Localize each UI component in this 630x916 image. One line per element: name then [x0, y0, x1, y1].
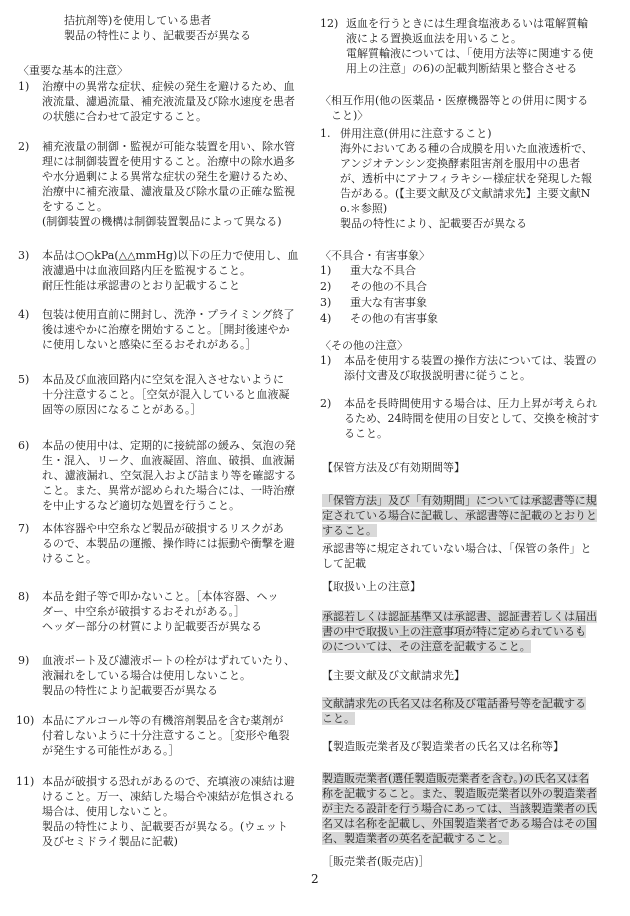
- text-line: [18, 94, 295, 109]
- text-line-content: 定されている場合に記載し、承認書等に記載のとおりと: [322, 509, 597, 522]
- list-item: [320, 279, 427, 294]
- text-line-content: その他の有害事象: [350, 312, 438, 325]
- text-line-content: 本品の使用中は、定期的に接続部の緩み、気泡の発: [42, 439, 296, 452]
- item-number: 1): [320, 264, 332, 277]
- text-line: [64, 28, 251, 43]
- text-line: [320, 411, 599, 426]
- paragraph: [64, 13, 251, 43]
- text-line-content: 名、製造業者の英名を記載すること。: [322, 832, 509, 845]
- text-line: [322, 668, 465, 683]
- text-line: [322, 508, 597, 523]
- text-line-content: ること。: [344, 427, 388, 440]
- text-line-content: 補充液量の制御・監視が可能な装置を用い、除水管: [42, 140, 295, 153]
- section-heading: [320, 338, 408, 353]
- text-line-content: すること。: [322, 524, 377, 537]
- text-line: [322, 801, 597, 816]
- item-number: 2): [320, 397, 332, 410]
- list-item: [320, 396, 599, 441]
- text-line-content: 本体容器や中空糸など製品が破損するリスクがあ: [42, 522, 284, 535]
- text-line-content: 治療中に補充液量、濾液量及び除水量の正確な監視: [42, 185, 295, 198]
- text-line: [320, 311, 438, 326]
- text-line: [18, 653, 295, 668]
- text-line: [18, 154, 295, 169]
- text-line-content: 及びセミドライ製品に記載): [42, 835, 178, 848]
- text-line: [322, 556, 592, 571]
- text-line: [320, 216, 593, 231]
- text-line: [18, 337, 294, 352]
- text-line-content: れ、濾液漏れ、空気混入および詰まり等を確認する: [42, 469, 297, 482]
- text-line-content: 十分注意すること。［空気が混入していると血液凝: [42, 388, 290, 401]
- text-line-content: 重大な有害事象: [350, 296, 427, 309]
- text-line: [322, 579, 421, 594]
- item-number: 11): [16, 775, 35, 788]
- list-item: [320, 263, 416, 278]
- item-number: 3): [18, 249, 30, 262]
- text-line: [16, 789, 295, 804]
- text-line: [322, 696, 586, 711]
- text-line: [320, 201, 593, 216]
- text-line: [322, 831, 597, 846]
- text-line-content: 書の中で取扱い上の注意事項が特に定められているも: [322, 625, 586, 638]
- text-line-content: その他の不具合: [350, 280, 427, 293]
- text-line: [16, 804, 295, 819]
- text-line-content: 製品の特性により記載要否が異なる: [42, 684, 218, 697]
- text-line: [322, 493, 597, 508]
- item-number: 7): [18, 522, 30, 535]
- text-line: [18, 263, 298, 278]
- text-line: [320, 108, 588, 123]
- text-line: [18, 498, 296, 513]
- highlighted-instruction: [322, 493, 597, 538]
- text-line-content: o.＊参照): [340, 202, 388, 215]
- text-line-content: 治療中の異常な症状、症候の発生を避けるため、血: [42, 80, 295, 93]
- text-line-content: 称を記載すること。また、製造販売業者以外の製造業者: [322, 787, 597, 800]
- text-line: [322, 541, 592, 556]
- text-line-content: 【保管方法及び有効期間等】: [322, 461, 465, 474]
- text-line: [320, 295, 427, 310]
- text-line-content: 製品の特性により、記載要否が異なる: [64, 29, 251, 42]
- text-line: [18, 79, 295, 94]
- text-line-content: 場合は、使用しないこと。: [42, 805, 174, 818]
- section-heading: [320, 248, 430, 263]
- text-line: [18, 372, 290, 387]
- text-line: [18, 551, 295, 566]
- text-line-content: 用上の注意」の6)の記載判断結果と整合させる: [346, 62, 578, 75]
- text-line-content: るため、24時間を使用の目安として、交換を検討す: [344, 412, 600, 425]
- text-line: [320, 396, 599, 411]
- item-number: 5): [18, 373, 30, 386]
- text-line: [320, 16, 593, 31]
- text-line-content: 液濾過中は血液回路内圧を監視すること。: [42, 264, 251, 277]
- text-line-content: (制御装置の機構は制御装置製品によって異なる): [42, 215, 282, 228]
- list-item: [18, 438, 296, 513]
- item-number: 2): [18, 140, 30, 153]
- text-line-content: 本品が破損する恐れがあるので、充填液の凍結は避: [42, 775, 295, 788]
- text-line: [16, 743, 290, 758]
- text-line: [18, 402, 290, 417]
- list-item: [16, 713, 290, 758]
- item-number: 8): [18, 590, 30, 603]
- text-line: [16, 774, 295, 789]
- text-line: [320, 171, 593, 186]
- text-line: [18, 248, 298, 263]
- item-number: 9): [18, 654, 30, 667]
- text-line: [18, 63, 128, 78]
- text-line: [320, 368, 597, 383]
- text-line: [320, 353, 597, 368]
- text-line-content: 血液ポート及び濾液ポートの栓がはずれていたり、: [42, 654, 295, 667]
- text-line: [18, 521, 295, 536]
- item-number: 4): [320, 312, 332, 325]
- text-line-content: 包装は使用直前に開封し、洗浄・プライミング終了: [42, 308, 295, 321]
- item-number: 4): [18, 308, 30, 321]
- section-heading: [18, 63, 128, 78]
- text-line-content: 後は速やかに治療を開始すること。［開封後速やか: [42, 323, 290, 336]
- text-line-content: 製造販売業者(選任製造販売業者を含む。)の氏名又は名: [322, 772, 590, 785]
- text-line-content: 承認若しくは認証基準又は承認書、認証書若しくは届出: [322, 610, 597, 623]
- text-line: [18, 184, 295, 199]
- text-line: [320, 141, 593, 156]
- section-heading: [322, 668, 465, 683]
- text-line: [64, 13, 251, 28]
- text-line: [322, 624, 597, 639]
- text-line: [320, 46, 593, 61]
- text-line-content: 〈重要な基本的注意〉: [18, 64, 128, 77]
- section-heading: [322, 579, 421, 594]
- list-item: [18, 589, 279, 634]
- text-line: [322, 786, 597, 801]
- text-line-content: 承認書等に規定されていない場合は、「保管の条件」と: [322, 542, 592, 555]
- text-line-content: が発生する可能性がある。］: [42, 744, 180, 757]
- item-number: 3): [320, 296, 332, 309]
- text-line-content: 〈不具合・有害事象〉: [320, 249, 430, 262]
- text-line: [320, 126, 593, 141]
- text-line-content: 耐圧性能は承認書のとおり記載すること: [42, 279, 240, 292]
- text-line: [18, 668, 295, 683]
- highlighted-instruction: [322, 696, 586, 726]
- text-line-content: けること。万一、凍結した場合や凍結が危惧される: [42, 790, 295, 803]
- text-line-content: 理には制御装置を使用すること。治療中の除水過多: [42, 155, 295, 168]
- text-line: [16, 728, 290, 743]
- text-line-content: の状態に合わせて設定すること。: [42, 110, 207, 123]
- text-line-content: 本品にアルコール等の有機溶剤製品を含む薬剤が: [42, 714, 284, 727]
- list-item: [16, 774, 295, 849]
- text-line-content: 液流量、濾過流量、補充液流量及び除水速度を患者: [42, 95, 295, 108]
- text-line: [18, 683, 295, 698]
- text-line-content: けること。: [42, 552, 97, 565]
- section-heading: [322, 460, 465, 475]
- list-item: [320, 311, 438, 326]
- list-item: [320, 16, 593, 76]
- list-item: [18, 521, 295, 566]
- text-line-content: 海外においてある種の合成膜を用いた血液透析で、: [340, 142, 593, 155]
- text-line-content: 製品の特性により、記載要否が異なる: [340, 217, 527, 230]
- text-line: [320, 426, 599, 441]
- text-line: [18, 214, 295, 229]
- list-item: [320, 295, 427, 310]
- text-line: [320, 338, 408, 353]
- text-line-content: 【取扱い上の注意】: [322, 580, 421, 593]
- text-line-content: 重大な不具合: [350, 264, 416, 277]
- text-line-content: や水分過剰による異常な症状の発生を避けるため、: [42, 170, 295, 183]
- text-line-content: 製品の特性により、記載要否が異なる。(ウェット: [42, 820, 288, 833]
- text-line: [320, 31, 593, 46]
- text-line: [322, 711, 586, 726]
- text-line-content: ヘッダー部分の材質により記載要否が異なる: [42, 620, 262, 633]
- text-line: [18, 278, 298, 293]
- text-line-content: をすること。: [42, 200, 108, 213]
- text-line-content: 拮抗剤等)を使用している患者: [64, 14, 212, 27]
- list-item: [18, 79, 295, 124]
- text-line-content: 返血を行うときには生理食塩液あるいは電解質輸: [346, 17, 588, 30]
- text-line: [18, 387, 290, 402]
- text-line-content: るので、本製品の運搬、操作時には振動や衝撃を避: [42, 537, 295, 550]
- item-number: 6): [18, 439, 30, 452]
- text-line: [322, 523, 597, 538]
- list-item: [18, 653, 295, 698]
- text-line-content: 〈その他の注意〉: [320, 339, 408, 352]
- text-line: [322, 739, 564, 754]
- text-line: [18, 619, 279, 634]
- text-line-content: に使用しないと感染に至るおそれがある。］: [42, 338, 257, 351]
- text-line: [18, 199, 295, 214]
- section-heading: [322, 854, 430, 869]
- text-line: [18, 453, 296, 468]
- text-line-content: 「保管方法」及び「有効期間」については承認書等に規: [322, 494, 597, 507]
- text-line: [16, 834, 295, 849]
- text-line-content: 文献請求先の氏名又は名称及び電話番号等を記載する: [322, 697, 586, 710]
- text-line-content: 告がある。(【主要文献及び文献請求先】主要文献N: [340, 187, 591, 200]
- text-line-content: 【製造販売業者及び製造業者の氏名又は名称等】: [322, 740, 564, 753]
- page-number: 2: [311, 872, 319, 886]
- highlighted-instruction: [322, 771, 597, 846]
- text-line: [18, 589, 279, 604]
- item-number: 12): [320, 17, 339, 30]
- text-line-content: のについては、その注意を記載すること。: [322, 640, 531, 653]
- item-number: 1): [320, 354, 332, 367]
- text-line-content: 名又は名称を記載し、外国製造業者である場合はその国: [322, 817, 597, 830]
- text-line: [322, 639, 597, 654]
- text-line-content: 電解質輸液については、「使用方法等に関連する使: [346, 47, 594, 60]
- text-line: [16, 819, 295, 834]
- text-line-content: こと)〉: [320, 109, 369, 122]
- text-line-content: 【主要文献及び文献請求先】: [322, 669, 465, 682]
- text-line: [322, 854, 430, 869]
- text-line-content: こと。: [322, 712, 355, 725]
- text-line: [320, 156, 593, 171]
- text-line: [322, 816, 597, 831]
- text-line: [320, 186, 593, 201]
- text-line-content: 添付文書及び取扱説明書に従うこと。: [344, 369, 531, 382]
- list-item: [18, 307, 294, 352]
- text-line-content: 液による置換返血法を用いること。: [346, 32, 522, 45]
- text-line-content: ダー、中空糸が破損するおそれがある。］: [42, 605, 246, 618]
- text-line-content: 生・混入、リーク、血液凝固、溶血、破損、血液漏: [42, 454, 295, 467]
- text-line: [18, 169, 295, 184]
- text-line: [18, 139, 295, 154]
- text-line: [18, 307, 294, 322]
- text-line-content: こと。また、異常が認められた場合には、一時治療: [42, 484, 295, 497]
- list-item: [18, 139, 295, 229]
- text-line: [320, 61, 593, 76]
- text-line-content: ［販売業者(販売店)］: [322, 855, 430, 868]
- text-line-content: を中止するなど適切な処置を行うこと。: [42, 499, 240, 512]
- text-line: [320, 93, 588, 108]
- highlighted-instruction: [322, 609, 597, 654]
- text-line-content: 〈相互作用(他の医薬品・医療機器等との併用に関する: [320, 94, 589, 107]
- text-line: [18, 536, 295, 551]
- item-number: 1): [18, 80, 30, 93]
- text-line: [322, 460, 465, 475]
- section-heading: [320, 93, 588, 123]
- text-line: [18, 483, 296, 498]
- list-item: [18, 248, 298, 293]
- text-line: [18, 109, 295, 124]
- list-item: [320, 126, 593, 231]
- text-line: [18, 438, 296, 453]
- text-line: [18, 604, 279, 619]
- list-item: [320, 353, 597, 383]
- list-item: [18, 372, 290, 417]
- text-line-content: 本品及び血液回路内に空気を混入させないように: [42, 373, 284, 386]
- text-line: [18, 468, 296, 483]
- text-line: [18, 322, 294, 337]
- text-line-content: が、透析中にアナフィラキシー様症状を発現した報: [340, 172, 593, 185]
- text-line-content: 本品は○○kPa(△△mmHg)以下の圧力で使用し、血: [42, 249, 299, 262]
- text-line-content: アンジオテンシン変換酵素阻害剤を服用中の患者: [340, 157, 581, 170]
- text-line: [322, 771, 597, 786]
- text-line: [320, 248, 430, 263]
- section-heading: [322, 739, 564, 754]
- text-line: [320, 279, 427, 294]
- text-line-content: 固等の原因になることがある。］: [42, 403, 202, 416]
- paragraph: [322, 541, 592, 571]
- item-number: 10): [16, 714, 35, 727]
- text-line-content: 付着しないように十分注意すること。［変形や亀裂: [42, 729, 290, 742]
- text-line: [16, 713, 290, 728]
- item-number: 1.: [320, 127, 331, 140]
- text-line-content: 併用注意(併用に注意すること): [340, 127, 492, 140]
- text-line-content: 本品を鉗子等で叩かないこと。［本体容器、ヘッ: [42, 590, 279, 603]
- text-line-content: して記載: [322, 557, 366, 570]
- text-line: [320, 263, 416, 278]
- text-line-content: 本品を長時間使用する場合は、圧力上昇が考えられ: [344, 397, 597, 410]
- text-line-content: が主たる設計を行う場合にあっては、当該製造業者の氏: [322, 802, 597, 815]
- text-line-content: 液漏れをしている場合は使用しないこと。: [42, 669, 251, 682]
- text-line: [322, 609, 597, 624]
- text-line-content: 本品を使用する装置の操作方法については、装置の: [344, 354, 597, 367]
- item-number: 2): [320, 280, 332, 293]
